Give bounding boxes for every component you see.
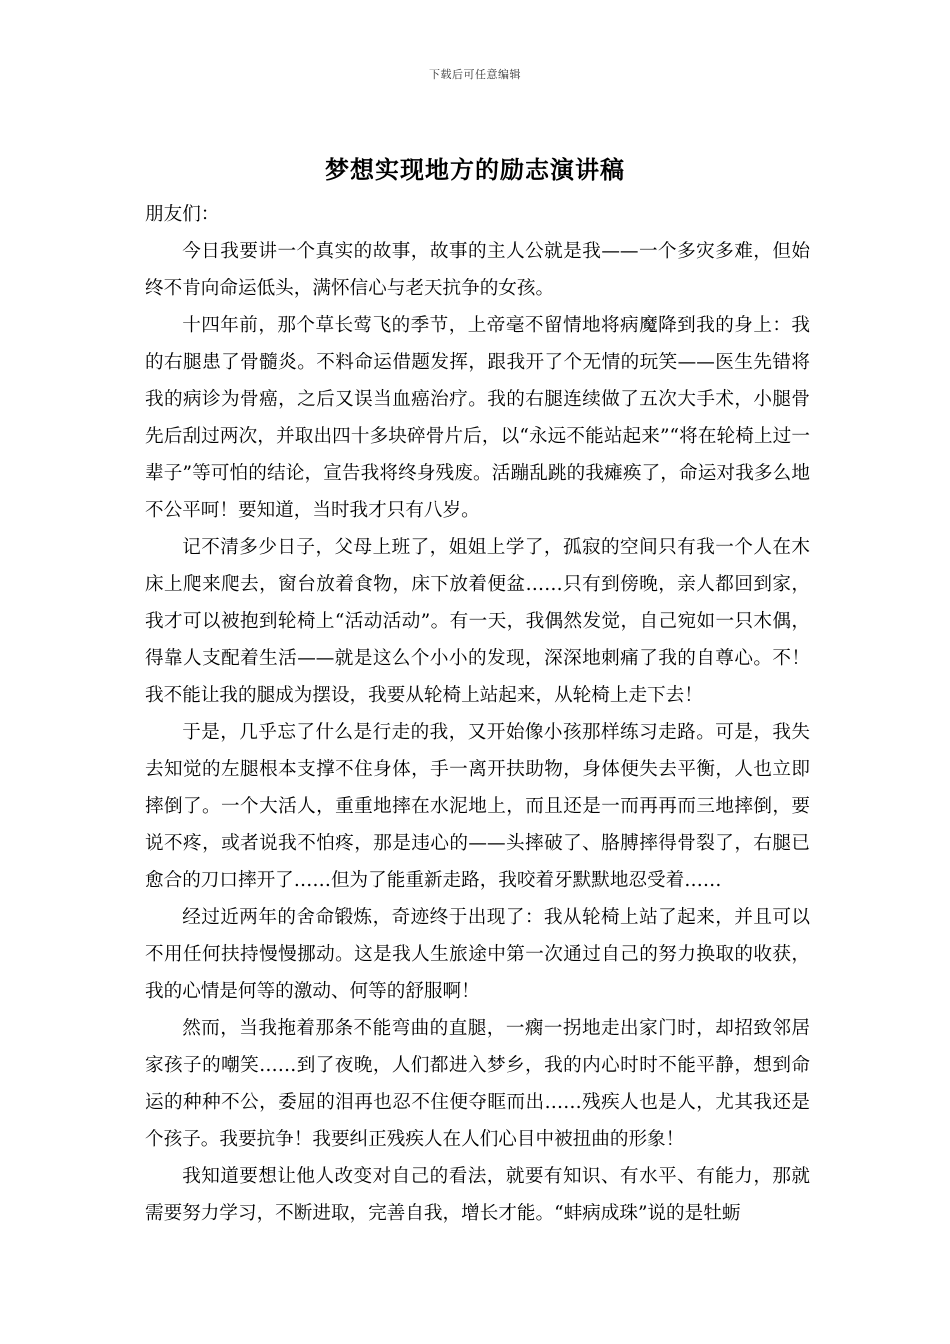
paragraph: 十四年前，那个草长莺飞的季节，上帝毫不留情地将病魔降到我的身上：我的右腿患了骨髓炎。不料命运借题发挥，跟我开了个无情的玩笑——医生先错将我的病诊为骨癌，之后又误当血癌治疗。我的右腿连续做了五次大手术，小腿骨先后刮过两次，并取出四十多块碎骨片后，以“永远不能站起来”“将在轮椅上过一辈子”等可怕的结论，宣告我将终身残废。活蹦乱跳的我瘫痪了，命运对我多么地不公平呵！要知道，当时我才只有八岁。 <box>145 315 810 521</box>
header-note: 下载后可任意编辑 <box>429 68 521 81</box>
paragraph: 今日我要讲一个真实的故事，故事的主人公就是我——一个多灾多难，但始终不肯向命运低头，满怀信心与老天抗争的女孩。 <box>145 241 810 299</box>
paragraph: 于是，几乎忘了什么是行走的我，又开始像小孩那样练习走路。可是，我失去知觉的左腿根本支撑不住身体，手一离开扶助物，身体便失去平衡，人也立即摔倒了。一个大活人，重重地摔在水泥地上，而且还是一而再再而三地摔倒，要说不疼，或者说我不怕疼，那是违心的——头摔破了、胳膊摔得骨裂了，右腿已愈合的刀口摔开了……但为了能重新走路，我咬着牙默默地忍受着…… <box>145 722 810 891</box>
paragraph: 经过近两年的舍命锻炼，奇迹终于出现了：我从轮椅上站了起来，并且可以不用任何扶持慢慢挪动。这是我人生旅途中第一次通过自己的努力换取的收获，我的心情是何等的激动、何等的舒服啊！ <box>145 907 810 1002</box>
salutation: 朋友们： <box>145 204 220 225</box>
paragraph: 记不清多少日子，父母上班了，姐姐上学了，孤寂的空间只有我一个人在木床上爬来爬去，窗台放着食物，床下放着便盆……只有到傍晚，亲人都回到家，我才可以被抱到轮椅上“活动活动”。有一天，我偶然发觉，自己宛如一只木偶，得靠人支配着生活——就是这么个小小的发现，深深地刺痛了我的自尊心。不！我不能让我的腿成为摆设，我要从轮椅上站起来，从轮椅上走下去！ <box>145 537 810 706</box>
paragraph: 然而，当我拖着那条不能弯曲的直腿，一瘸一拐地走出家门时，却招致邻居家孩子的嘲笑……到了夜晚，人们都进入梦乡，我的内心时时不能平静，想到命运的种种不公，委屈的泪再也忍不住便夺眶而出……残疾人也是人，尤其我还是个孩子。我要抗争！我要纠正残疾人在人们心目中被扭曲的形象！ <box>145 1018 810 1150</box>
paragraph: 我知道要想让他人改变对自己的看法，就要有知识、有水平、有能力，那就需要努力学习，不断进取，完善自我，增长才能。“蚌病成珠”说的是牡蛎 <box>145 1166 810 1224</box>
document-body <box>145 196 810 1232</box>
document-title: 梦想实现地方的励志演讲稿 <box>325 155 625 184</box>
